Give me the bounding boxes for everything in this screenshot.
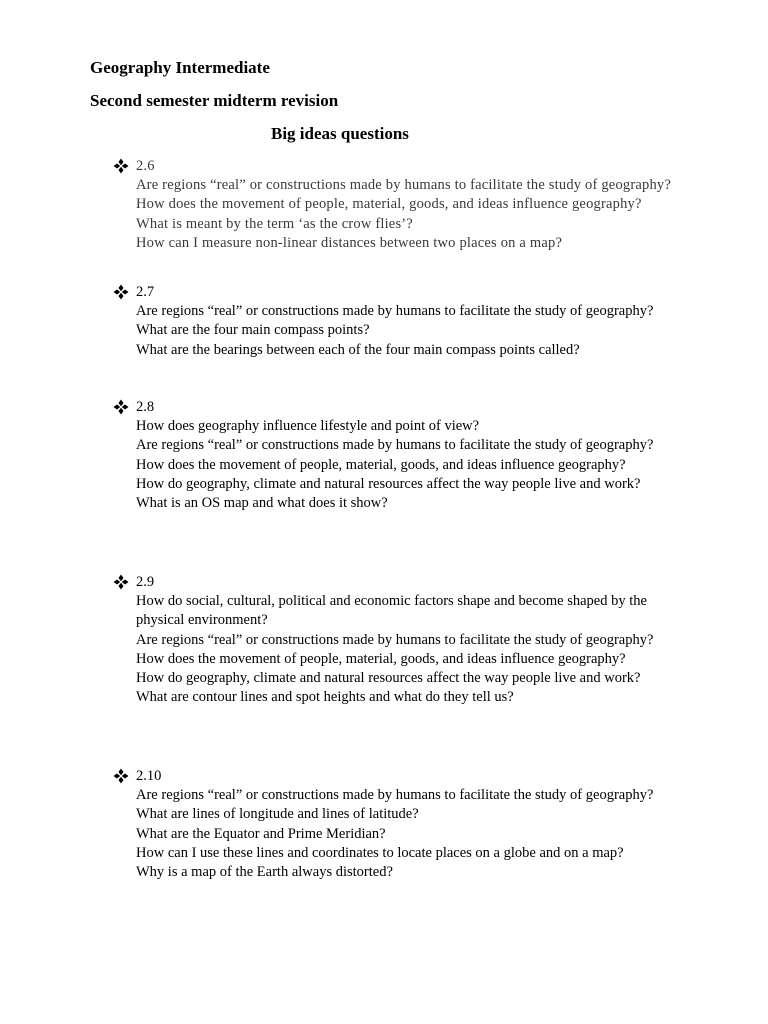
diamond-bullet-icon — [113, 158, 129, 174]
section-number: 2.6 — [136, 158, 155, 174]
section-number: 2.7 — [136, 284, 155, 300]
question-item: What are contour lines and spot heights and what do they tell us? — [136, 689, 514, 706]
question-item: How can I measure non-linear distances between two places on a map? — [136, 234, 563, 251]
question-item: What are the Equator and Prime Meridian? — [136, 825, 386, 842]
question-item: How does geography influence lifestyle and point of view? — [136, 418, 480, 434]
section-2-6 — [113, 156, 713, 253]
question-item: What are the bearings between each of the four main compass points called? — [136, 341, 580, 358]
section-title: Big ideas questions — [271, 124, 409, 143]
diamond-bullet-icon — [113, 284, 129, 300]
question-list — [136, 786, 696, 882]
question-item: Are regions “real” or constructions made by humans to facilitate the study of geography? — [136, 437, 654, 454]
question-item: How does the movement of people, material, goods, and ideas influence geography? — [136, 456, 626, 473]
section-number: 2.8 — [136, 399, 155, 415]
question-item: Are regions “real” or constructions made by humans to facilitate the study of geography? — [136, 787, 654, 803]
question-item: Are regions “real” or constructions made by humans to facilitate the study of geography? — [136, 303, 654, 319]
question-item: How can I use these lines and coordinates to locate places on a globe and on a map? — [136, 844, 624, 861]
section-number: 2.9 — [136, 574, 155, 590]
question-item: How does the movement of people, material, goods, and ideas influence geography? — [136, 650, 626, 667]
question-list — [136, 592, 696, 708]
question-item: Why is a map of the Earth always distorted? — [136, 864, 393, 881]
document-subtitle: Second semester midterm revision — [90, 91, 339, 110]
question-item: What is meant by the term ‘as the crow flies’? — [136, 215, 413, 232]
question-item: How do social, cultural, political and economic factors shape and become shaped by the physical environment? — [136, 593, 647, 629]
section-2-10 — [113, 766, 713, 882]
diamond-bullet-icon — [113, 574, 129, 590]
question-list — [136, 302, 696, 360]
section-2-7 — [113, 282, 713, 360]
section-2-9 — [113, 572, 713, 708]
question-item: How do geography, climate and natural resources affect the way people live and work? — [136, 670, 641, 687]
question-item: What are the four main compass points? — [136, 322, 370, 339]
question-item: Are regions “real” or constructions made by humans to facilitate the study of geography? — [136, 177, 671, 193]
section-number: 2.10 — [136, 768, 162, 784]
section-2-8 — [113, 397, 713, 513]
question-item: How do geography, climate and natural resources affect the way people live and work? — [136, 475, 641, 492]
question-item: Are regions “real” or constructions made by humans to facilitate the study of geography? — [136, 631, 654, 648]
document-title: Geography Intermediate — [90, 58, 270, 77]
diamond-bullet-icon — [113, 399, 129, 415]
question-item: What are lines of longitude and lines of latitude? — [136, 806, 419, 823]
question-list — [136, 417, 696, 513]
diamond-bullet-icon — [113, 768, 129, 784]
question-list — [136, 176, 696, 253]
question-item: How does the movement of people, material, goods, and ideas influence geography? — [136, 196, 642, 213]
question-item: What is an OS map and what does it show? — [136, 495, 388, 512]
